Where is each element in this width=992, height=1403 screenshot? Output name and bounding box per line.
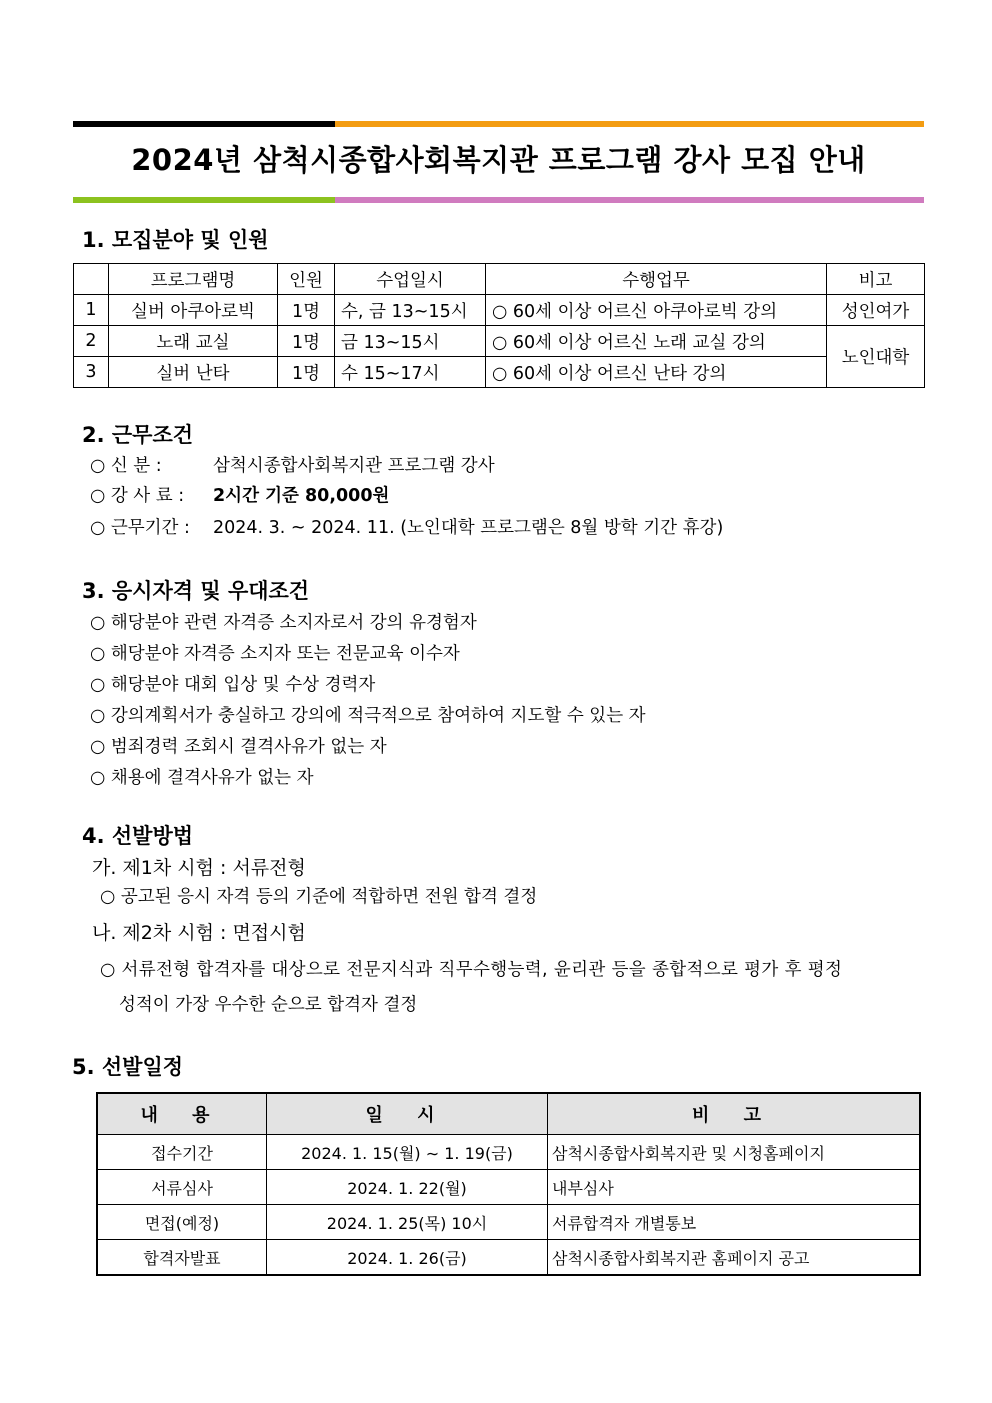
row-name: 실버 난타 bbox=[109, 357, 278, 388]
schedule-row bbox=[97, 1135, 920, 1170]
col-note-header: 비고 bbox=[827, 264, 925, 295]
col-task-header: 수행업무 bbox=[486, 264, 827, 295]
schedule-note: 삼척시종합사회복지관 및 시청홈페이지 bbox=[548, 1135, 921, 1170]
schedule-note: 삼척시종합사회복지관 홈페이지 공고 bbox=[548, 1240, 921, 1276]
row-count: 1명 bbox=[278, 295, 335, 326]
header-top-bar-left bbox=[73, 121, 335, 127]
section4-heading: 4. 선발방법 bbox=[82, 824, 194, 848]
section2-heading: 2. 근무조건 bbox=[82, 423, 194, 447]
selection-step-1: 가. 제1차 시험 : 서류전형 bbox=[92, 857, 306, 879]
header-top-bar-right bbox=[335, 121, 924, 127]
schedule-col-item: 내 용 bbox=[97, 1093, 267, 1135]
header-bottom-bar-left bbox=[73, 197, 335, 203]
selection-step-2-detail: ○ 서류전형 합격자를 대상으로 전문지식과 직무수행능력, 윤리관 등을 종합적으로 평가 후 평정 bbox=[100, 960, 843, 980]
schedule-date: 2024. 1. 26(금) bbox=[267, 1240, 548, 1276]
schedule-item: 접수기간 bbox=[97, 1135, 267, 1170]
schedule-item: 합격자발표 bbox=[97, 1240, 267, 1276]
selection-step-1-detail: ○ 공고된 응시 자격 등의 기준에 적합하면 전원 합격 결정 bbox=[100, 887, 538, 907]
row-task: ○ 60세 이상 어르신 노래 교실 강의 bbox=[486, 326, 827, 357]
condition-label: ○ 강 사 료 : bbox=[90, 486, 185, 506]
condition-period bbox=[90, 514, 723, 539]
col-no-header bbox=[74, 264, 109, 295]
schedule-note: 내부심사 bbox=[548, 1170, 921, 1205]
section3-heading: 3. 응시자격 및 우대조건 bbox=[82, 579, 310, 603]
table-row bbox=[74, 326, 925, 357]
section1-heading: 1. 모집분야 및 인원 bbox=[82, 228, 269, 252]
schedule-table bbox=[96, 1092, 921, 1276]
schedule-note: 서류합격자 개별통보 bbox=[548, 1205, 921, 1240]
row-time: 수 15~17시 bbox=[335, 357, 486, 388]
condition-label: ○ 신 분 : bbox=[90, 456, 162, 476]
section5-heading: 5. 선발일정 bbox=[72, 1055, 184, 1079]
row-task: ○ 60세 이상 어르신 난타 강의 bbox=[486, 357, 827, 388]
schedule-date: 2024. 1. 25(목) 10시 bbox=[267, 1205, 548, 1240]
schedule-col-note: 비 고 bbox=[548, 1093, 921, 1135]
recruitment-table bbox=[73, 263, 925, 388]
schedule-header-row bbox=[97, 1093, 920, 1135]
table-row bbox=[74, 295, 925, 326]
page-title: 2024년 삼척시종합사회복지관 프로그램 강사 모집 안내 bbox=[131, 143, 866, 177]
qualification-item: ○ 범죄경력 조회시 결격사유가 없는 자 bbox=[90, 737, 387, 757]
col-time-header: 수업일시 bbox=[335, 264, 486, 295]
selection-step-2: 나. 제2차 시험 : 면접시험 bbox=[92, 922, 306, 944]
qualification-item: ○ 해당분야 자격증 소지자 또는 전문교육 이수자 bbox=[90, 644, 460, 664]
row-name: 노래 교실 bbox=[109, 326, 278, 357]
schedule-date: 2024. 1. 22(월) bbox=[267, 1170, 548, 1205]
schedule-col-date: 일 시 bbox=[267, 1093, 548, 1135]
row-count: 1명 bbox=[278, 357, 335, 388]
header-bottom-bar-right bbox=[335, 197, 924, 203]
table-header-row bbox=[74, 264, 925, 295]
row-note: 성인여가 bbox=[827, 295, 925, 326]
condition-value: 2024. 3. ~ 2024. 11. (노인대학 프로그램은 8월 방학 기간 휴강) bbox=[213, 518, 724, 538]
row-name: 실버 아쿠아로빅 bbox=[109, 295, 278, 326]
row-count: 1명 bbox=[278, 326, 335, 357]
condition-status bbox=[90, 452, 495, 477]
schedule-row bbox=[97, 1240, 920, 1276]
condition-value: 삼척시종합사회복지관 프로그램 강사 bbox=[213, 456, 495, 476]
col-count-header: 인원 bbox=[278, 264, 335, 295]
condition-value: 2시간 기준 80,000원 bbox=[213, 486, 390, 506]
selection-step-2-detail-cont: 성적이 가장 우수한 순으로 합격자 결정 bbox=[119, 995, 418, 1015]
row-no: 1 bbox=[74, 295, 109, 326]
qualification-item: ○ 채용에 결격사유가 없는 자 bbox=[90, 768, 314, 788]
table-row bbox=[74, 357, 925, 388]
schedule-date: 2024. 1. 15(월) ∼ 1. 19(금) bbox=[267, 1135, 548, 1170]
row-note-merged: 노인대학 bbox=[827, 326, 925, 388]
schedule-item: 면접(예정) bbox=[97, 1205, 267, 1240]
col-name-header: 프로그램명 bbox=[109, 264, 278, 295]
schedule-item: 서류심사 bbox=[97, 1170, 267, 1205]
schedule-row bbox=[97, 1170, 920, 1205]
row-no: 2 bbox=[74, 326, 109, 357]
schedule-row bbox=[97, 1205, 920, 1240]
condition-label: ○ 근무기간 : bbox=[90, 518, 190, 538]
row-time: 금 13~15시 bbox=[335, 326, 486, 357]
row-no: 3 bbox=[74, 357, 109, 388]
row-time: 수, 금 13~15시 bbox=[335, 295, 486, 326]
row-task: ○ 60세 이상 어르신 아쿠아로빅 강의 bbox=[486, 295, 827, 326]
condition-fee bbox=[90, 482, 389, 507]
qualification-item: ○ 해당분야 관련 자격증 소지자로서 강의 유경험자 bbox=[90, 613, 477, 633]
qualification-item: ○ 해당분야 대회 입상 및 수상 경력자 bbox=[90, 675, 376, 695]
qualification-item: ○ 강의계획서가 충실하고 강의에 적극적으로 참여하여 지도할 수 있는 자 bbox=[90, 706, 646, 726]
